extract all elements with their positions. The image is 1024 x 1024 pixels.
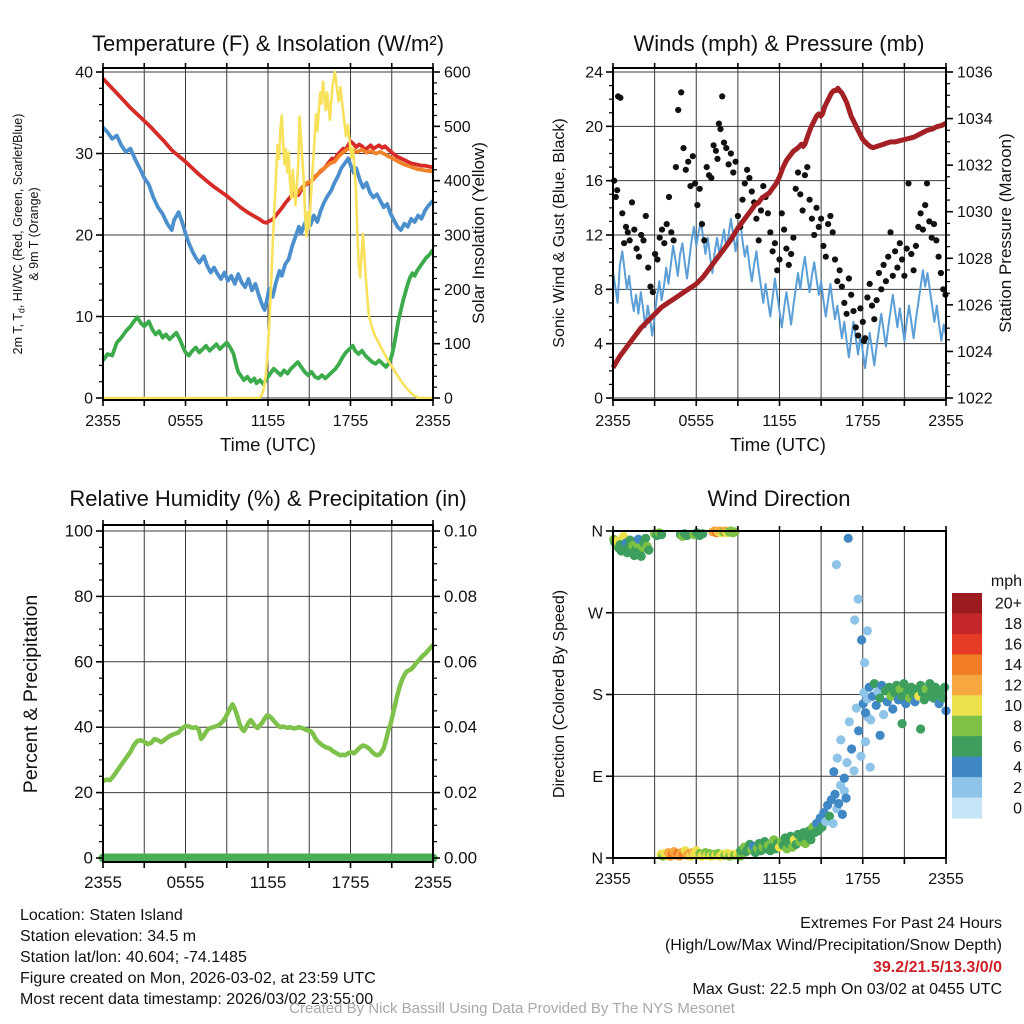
xaxis-label-time-utc-left: Time (UTC) [220, 434, 316, 455]
svg-text:14: 14 [1004, 657, 1022, 675]
svg-text:E: E [592, 768, 603, 786]
svg-text:1155: 1155 [762, 413, 797, 430]
svg-text:1034: 1034 [957, 111, 993, 129]
svg-text:1755: 1755 [844, 413, 881, 430]
svg-text:10: 10 [75, 309, 93, 326]
yaxis-label-temp-left [7, 14, 47, 454]
svg-text:200: 200 [444, 281, 471, 299]
svg-text:16: 16 [1004, 636, 1022, 654]
svg-text:1755: 1755 [844, 871, 881, 888]
svg-text:400: 400 [444, 173, 471, 191]
yaxis-label-percent-precip: Percent & Precipitation [19, 594, 42, 794]
svg-text:8: 8 [1013, 718, 1022, 736]
svg-text:0555: 0555 [166, 873, 205, 892]
yaxis-label-sonic-wind-gust: Sonic Wind & Gust (Blue, Black) [551, 118, 568, 348]
extremes-subtitle: (High/Low/Max Wind/Precipitation/Snow Depth) [664, 937, 1002, 954]
yaxis-label-solar-insolation: Solar Insolation (Yellow) [469, 142, 488, 324]
svg-text:N: N [591, 850, 603, 868]
station-elevation: Station elevation: 34.5 m [20, 928, 197, 945]
svg-text:0555: 0555 [678, 871, 715, 888]
svg-text:8: 8 [594, 281, 603, 299]
svg-text:2355: 2355 [414, 873, 452, 892]
station-location: Location: Staten Island [20, 907, 183, 924]
svg-text:1032: 1032 [957, 157, 993, 175]
attribution: Created By Nick Bassill Using Data Provided By The NYS Mesonet [289, 1000, 735, 1017]
svg-text:60: 60 [74, 652, 93, 672]
yaxis-label-temp-line2: & 9m T (Orange) [27, 187, 42, 281]
max-gust: Max Gust: 22.5 mph On 03/02 at 0455 UTC [692, 981, 1002, 998]
svg-text:0.04: 0.04 [444, 717, 478, 737]
svg-text:1755: 1755 [332, 413, 369, 430]
svg-text:0555: 0555 [167, 413, 204, 430]
svg-text:0: 0 [83, 848, 93, 868]
svg-text:1755: 1755 [331, 873, 370, 892]
wind-direction-plot [512, 462, 1024, 924]
svg-text:20: 20 [585, 118, 603, 136]
svg-text:N: N [591, 523, 603, 541]
svg-text:10: 10 [1004, 698, 1022, 715]
chart-title-winds-pressure: Winds (mph) & Pressure (mb) [633, 31, 925, 56]
extremes-block [665, 913, 1002, 1001]
svg-text:40: 40 [74, 717, 93, 737]
svg-text:1022: 1022 [957, 390, 993, 408]
chart-title-wind-direction: Wind Direction [707, 486, 851, 511]
svg-text:0: 0 [594, 390, 603, 408]
extremes-values: 39.2/21.5/13.3/0/0 [873, 959, 1002, 976]
svg-text:1026: 1026 [957, 297, 993, 315]
svg-text:0.00: 0.00 [444, 848, 478, 868]
svg-text:2355: 2355 [84, 873, 122, 892]
chart-title-humidity-precip: Relative Humidity (%) & Precipitation (in) [69, 486, 467, 511]
svg-text:4: 4 [594, 336, 603, 354]
svg-text:2: 2 [1013, 779, 1022, 797]
svg-text:500: 500 [444, 118, 471, 136]
svg-text:0: 0 [444, 390, 453, 408]
humidity-precip-plot [0, 462, 512, 924]
figure-created: Figure created on Mon, 2026-03-02, at 23:59 UTC [20, 970, 376, 987]
svg-text:1024: 1024 [957, 343, 993, 361]
svg-text:1155: 1155 [249, 873, 287, 892]
svg-text:20+: 20+ [994, 595, 1022, 613]
svg-text:2355: 2355 [928, 871, 964, 888]
svg-text:mph: mph [990, 573, 1022, 590]
svg-text:2355: 2355 [928, 413, 964, 430]
svg-text:0: 0 [1013, 800, 1022, 818]
svg-text:600: 600 [444, 64, 471, 82]
temperature-insolation-plot [0, 0, 512, 462]
svg-text:S: S [592, 687, 603, 704]
svg-text:0: 0 [84, 390, 93, 408]
yaxis-label-direction: Direction (Colored By Speed) [551, 589, 568, 799]
svg-text:12: 12 [1004, 677, 1022, 695]
svg-text:1036: 1036 [957, 64, 993, 82]
winds-pressure-plot [512, 0, 1024, 462]
svg-text:0.08: 0.08 [444, 586, 478, 606]
svg-text:2355: 2355 [85, 413, 121, 430]
svg-text:100: 100 [444, 336, 471, 354]
svg-text:20: 20 [74, 783, 93, 803]
svg-text:80: 80 [74, 586, 93, 606]
svg-text:100: 100 [64, 521, 93, 541]
svg-text:1030: 1030 [957, 204, 993, 222]
svg-text:2355: 2355 [595, 413, 631, 430]
svg-text:W: W [587, 605, 603, 623]
svg-text:0555: 0555 [678, 413, 715, 430]
svg-text:0.06: 0.06 [444, 652, 478, 672]
xaxis-label-time-utc-right: Time (UTC) [730, 434, 826, 455]
svg-text:2355: 2355 [595, 871, 631, 888]
svg-text:0.10: 0.10 [444, 521, 478, 541]
data-timestamp: Most recent data timestamp: 2026/03/02 23:55:00 [20, 991, 374, 1008]
extremes-title: Extremes For Past 24 Hours [800, 915, 1002, 932]
yaxis-label-station-pressure: Station Pressure (Maroon) [996, 133, 1015, 333]
svg-text:16: 16 [585, 173, 603, 191]
svg-text:30: 30 [75, 146, 93, 163]
chart-title-temperature-insolation: Temperature (F) & Insolation (W/m²) [91, 31, 445, 56]
svg-text:40: 40 [75, 64, 93, 82]
station-info-block [20, 905, 376, 1010]
svg-text:18: 18 [1004, 616, 1022, 634]
svg-text:0.02: 0.02 [444, 783, 478, 803]
station-latlon: Station lat/lon: 40.604; -74.1485 [20, 949, 247, 966]
svg-text:1155: 1155 [250, 413, 286, 430]
svg-text:2355: 2355 [415, 413, 451, 430]
svg-text:12: 12 [585, 227, 603, 245]
svg-text:300: 300 [444, 227, 471, 245]
svg-text:24: 24 [585, 64, 603, 82]
svg-text:4: 4 [1013, 759, 1022, 777]
svg-text:20: 20 [75, 227, 93, 245]
yaxis-label-temp-line1: 2m T, $T_d$, HI/WC (Red, Green, Scarlet/Blue) [10, 113, 27, 355]
svg-text:1155: 1155 [762, 871, 797, 888]
svg-text:1028: 1028 [957, 250, 993, 268]
svg-text:6: 6 [1013, 738, 1022, 756]
